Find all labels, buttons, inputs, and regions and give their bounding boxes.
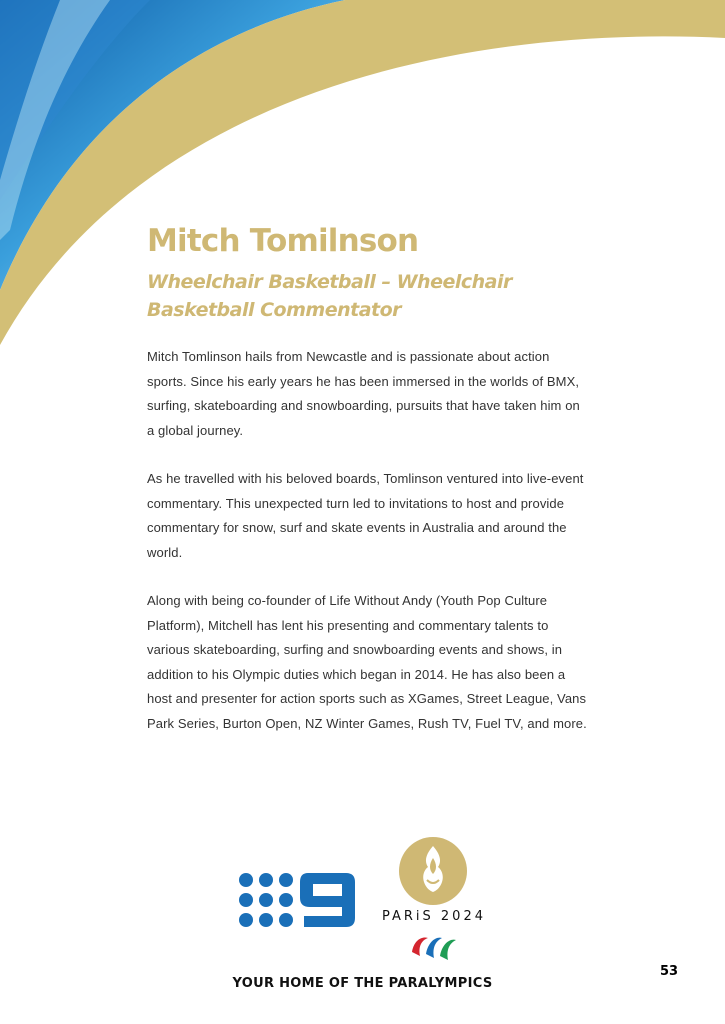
nine-network-logo — [238, 872, 356, 928]
footer-tagline: YOUR HOME OF THE PARALYMPICS — [232, 976, 493, 991]
article-body — [147, 345, 587, 736]
article — [147, 220, 587, 760]
paralympic-agitos-icon — [408, 930, 460, 964]
paris-2024-wordmark: PARiS 2024 — [381, 909, 486, 924]
article-title: Mitch Tomilnson — [147, 223, 419, 259]
paragraph: As he travelled with his beloved boards, Tomlinson ventured into live-event commentary. This unexpected turn led to invitations to host and provide commentary for snow, surf and skate events in Australia and around the world. — [147, 471, 584, 560]
paragraph: Mitch Tomlinson hails from Newcastle and is passionate about action sports. Since his early years he has been immersed in the worlds of BMX, surfing, skateboarding and snowboarding, pursuits that have taken him on a global journey. — [147, 349, 580, 438]
paris-2024-emblem — [398, 836, 468, 906]
page-number: 53 — [660, 964, 679, 979]
article-subtitle: Wheelchair Basketball – Wheelchair Basketball Commentator — [147, 271, 512, 321]
paragraph: Along with being co-founder of Life Without Andy (Youth Pop Culture Platform), Mitchell has lent his presenting and commentary talents to various skateboarding, surfing and snowboarding events and shows, in addition to his Olympic duties which began in 2014. He has also been a host and presenter for action sports such as XGames, Street League, Vans Park Series, Burton Open, NZ Winter Games, Rush TV, Fuel TV, and more. — [147, 593, 587, 731]
